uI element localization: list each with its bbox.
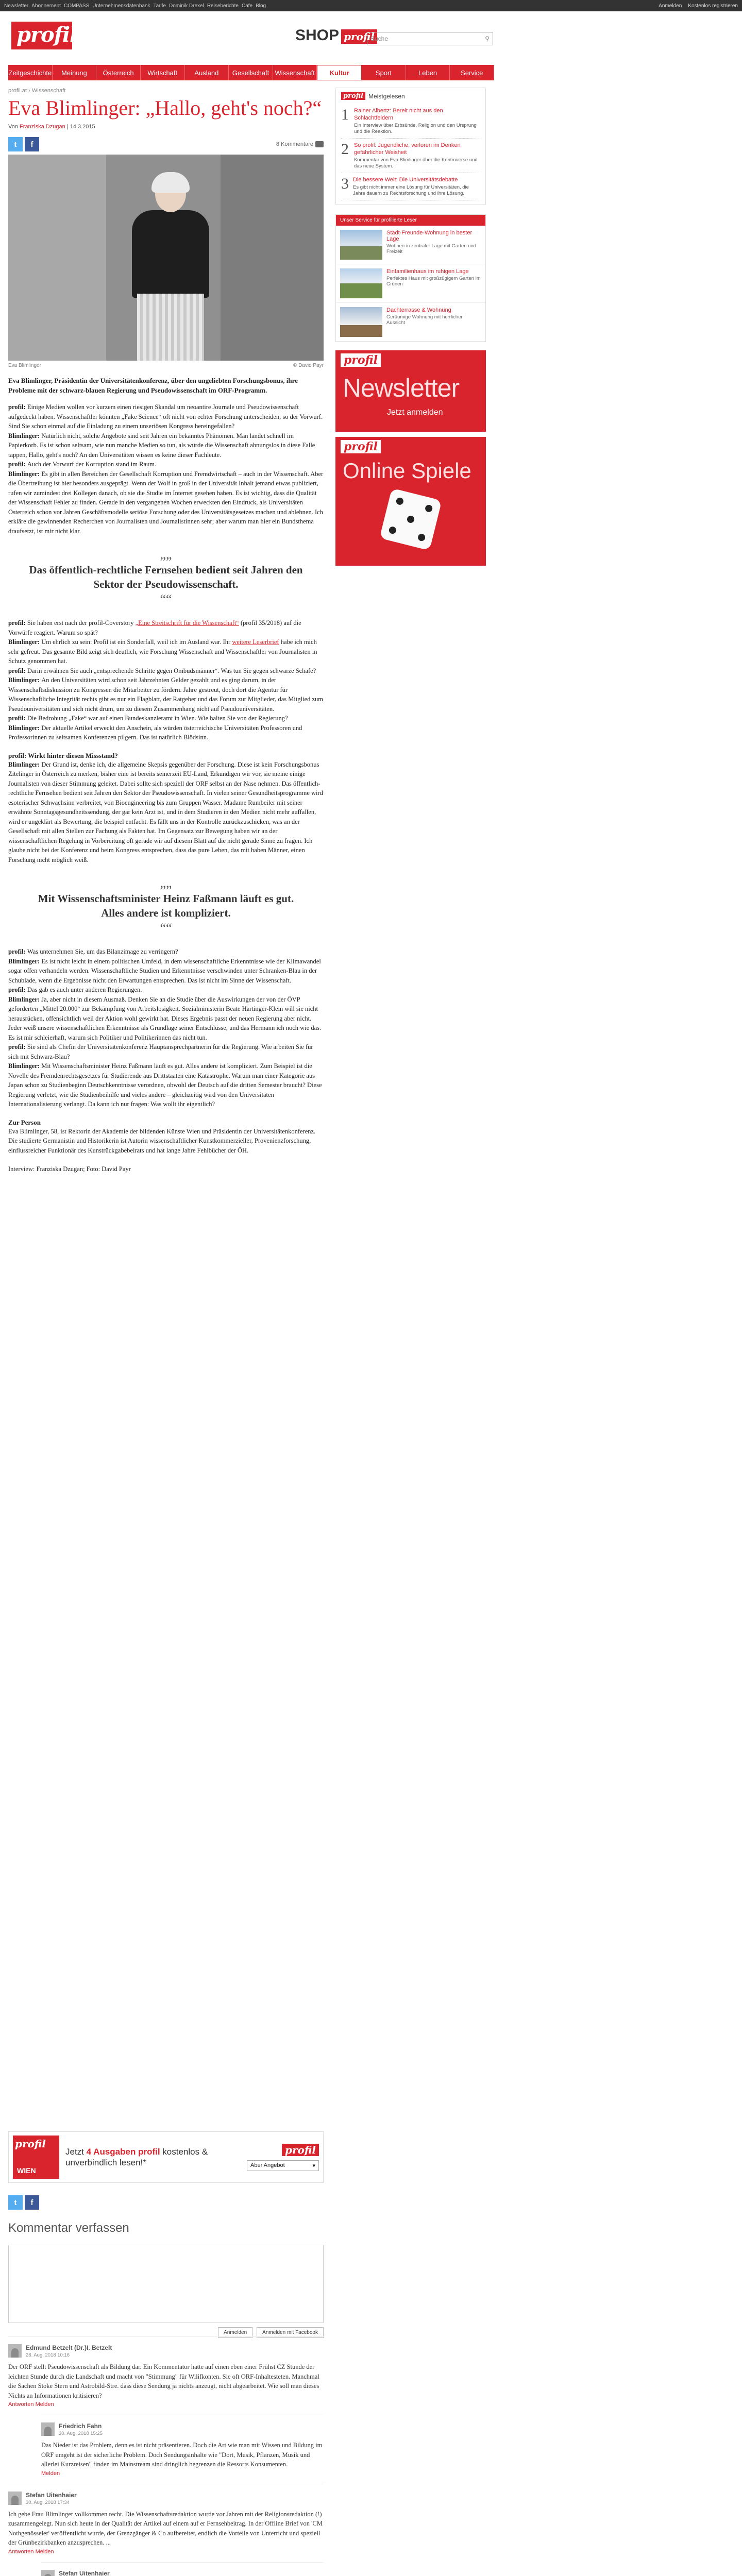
shop-item[interactable] <box>336 226 485 264</box>
paragraph-text: Einige Medien wollen vor kurzem einen riesigen Skandal um neoantire Journale und Pseudowissenschaft aufgedeckt haben. Wissenschaftler könnten „Fake Science“ oft nicht von echter Forschung unterscheiden, so der Vorwurf. Sind Sie schon einmal auf die Einladung zu einem unseriösen Kongress hereingefallen? <box>8 403 323 430</box>
nav-item[interactable]: Kultur <box>317 65 362 80</box>
quote-close-icon: ““ <box>160 592 172 607</box>
pull-quote-1 <box>8 536 324 618</box>
rank-number: 1 <box>341 106 349 123</box>
most-read-desc: Es gibt nicht immer eine Lösung für Universitäten, die Jahre dauern zu Rechtsforschung und ihre Lösung. <box>353 184 469 196</box>
speaker-label: Blimlinger: <box>8 432 42 439</box>
top-link[interactable]: Cafe <box>241 3 253 9</box>
avatar <box>8 2492 22 2505</box>
login-button[interactable]: Anmelden <box>218 2327 252 2338</box>
top-link[interactable]: Blog <box>256 3 266 9</box>
bio-heading: Zur Person <box>8 1118 41 1126</box>
breadcrumb[interactable]: profil.at › Wissenschaft <box>8 88 66 94</box>
twitter-share-button[interactable] <box>8 137 23 151</box>
speaker-label: profil: <box>8 715 27 722</box>
speaker-label: Blimlinger: <box>8 760 42 768</box>
interview-credit: Interview: Franziska Dzugan; Foto: David Payr <box>8 1165 131 1173</box>
article-paragraph <box>8 985 324 995</box>
paragraph-text: Was unternehmen Sie, um das Bilanzimage zu verringern? <box>27 948 178 955</box>
shop-box <box>335 214 486 342</box>
games-promo[interactable] <box>335 437 486 566</box>
speaker-label: profil: <box>8 667 27 674</box>
search-input[interactable] <box>367 32 493 45</box>
comment <box>8 2484 324 2562</box>
shop-item-desc: Wohnen in zentraler Lage mit Garten und Freizeit <box>386 243 477 255</box>
subscribe-text-b: 4 Ausgaben profil <box>86 2147 160 2157</box>
shop-item-image <box>340 230 382 260</box>
newsletter-promo-cta: Jetzt anmelden <box>387 408 443 417</box>
paragraph-text: Natürlich nicht, solche Angebote sind seit Jahren ein bekanntes Phänomen. Man landet schnell im Papierkorb. Es ist schon seltsam, wie nun manche Medien so tun, als würde die Wissenschaft ahnungslos in diese Falle tappen, Hallo, geht's noch? An den Universitäten wissen es keine dieser Fachleute. <box>8 432 315 459</box>
facebook-share-button[interactable] <box>25 2195 39 2210</box>
shop-item-title[interactable]: Dachterrasse & Wohnung <box>386 307 451 313</box>
article-paragraph <box>8 1061 324 1109</box>
article-paragraph <box>8 666 324 676</box>
article-paragraph <box>8 714 324 723</box>
shop-logo-word: SHOP <box>295 27 340 44</box>
comment <box>8 2336 324 2415</box>
twitter-icon: t <box>14 140 17 149</box>
shop-item-image <box>340 268 382 298</box>
subscribe-logo: profil <box>282 2144 319 2156</box>
share-bar <box>8 137 324 151</box>
brand-bar <box>8 11 494 58</box>
article-paragraph <box>8 431 324 460</box>
paragraph-text: Ja, aber nicht in diesem Ausmaß. Denken Sie an die Studie über die Auswirkungen der von der ÖVP geforderten „Mittel 20.000“ zur Bekämpfung von Arbeitslosigkeit. Sozialministerin Beate Hartinger-Klein will sie nicht herausrücken, offensichtlich weil der Aktion wohl gewirkt hat. Dieses Ergebnis passt der neuen Regierung aber nicht. Jeder weiß unsere wissenschaftlichen Erkenntnisse als Grundlage seiner Entschlüsse, und das Hermann ich noch wie das. Es ist mir schleierhaft, warum sich Politiker und Politikerinnen das nicht tun. <box>8 995 322 1041</box>
avatar <box>41 2422 55 2436</box>
games-promo-tag: profil <box>341 440 381 453</box>
rank-number: 2 <box>341 141 349 158</box>
speaker-label: Blimlinger: <box>8 1062 42 1070</box>
search-icon[interactable]: ⚲ <box>485 35 490 42</box>
subscribe-text <box>65 2146 241 2168</box>
comment-header <box>41 2422 324 2436</box>
photo-credit: © David Payr <box>293 363 324 368</box>
comment-text: Ich gebe Frau Blimlinger vollkommen recht. Die Wissenschaftsredaktion wurde vor Jahren mit der Religionsredaktion (!) zusammengelegt. Nun sich heute in der Qualität der Artikel auf einem auf er Fernsehbeitrag. In der Offline Brief von 'CM Nothgenösseler' veröffentlicht wurde, der Grenzgänger & Co aufbereitet, endlich die Vorteile von Unterricht und speziell der Grünbezirkbanken anzusprechen. ... <box>8 2510 323 2546</box>
shop-logo-tag: profil <box>341 29 377 44</box>
login-link[interactable]: Anmelden <box>659 3 682 9</box>
portrait-figure <box>127 175 214 361</box>
paragraph-text: Es ist nicht leicht in einem politischen Umfeld, in dem wissenschaftliche Erkenntnisse wie der Klimawandel sogar offen verhandeln werden. Wissenschaftliche Studien und Erkenntnisse verschwinden unter Schranken-Blau in der Schublade, wenn die Ergebnisse nicht den Erwartungen entsprechen. Das ist nicht im Sinne der Wissenschaft. <box>8 957 321 984</box>
top-link[interactable]: Newsletter <box>4 3 29 9</box>
comments-count: 8 Kommentare <box>276 141 313 147</box>
top-bar-links <box>4 3 654 9</box>
most-read-tag: profil <box>341 92 365 100</box>
quote-close-icon: ““ <box>160 921 172 936</box>
photo-caption <box>8 361 324 376</box>
nav-item[interactable]: Wirtschaft <box>141 65 185 80</box>
quote-open-icon: „„ <box>160 547 172 562</box>
shop-item[interactable] <box>336 264 485 303</box>
comments-list <box>8 2336 324 2576</box>
pull-quote-text: Mit Wissenschaftsminister Heinz Faßmann läuft es gut. Alles andere ist kompliziert. <box>38 892 294 919</box>
article-paragraph <box>8 637 324 666</box>
article-photo <box>8 155 324 361</box>
comment-actions[interactable]: Antworten Melden <box>8 2401 54 2408</box>
bio-text: Eva Blimlinger, 58, ist Rektorin der Akademie der bildenden Künste Wien und Präsidentin der Universitätenkonferenz. Die studierte Germanistin und Historikerin ist Autorin wissenschaftlicher Kunstkommerzieller, Provenienzforschung, einflussreicher Funktionär des Kunstrückgabebeirats und hat lange Jahre Fehlbücher der ÖH. <box>8 1127 316 1154</box>
nav-item[interactable]: Ausland <box>185 65 229 80</box>
twitter-share-button[interactable] <box>8 2195 23 2210</box>
article-subhead: profil: Wirkt hinter diesen Missstand? <box>8 751 118 759</box>
shop-logo[interactable] <box>295 27 377 44</box>
subscribe-banner[interactable] <box>8 2131 324 2183</box>
most-read-label: Meistgelesen <box>368 92 405 100</box>
twitter-icon: t <box>14 2198 17 2207</box>
comment <box>41 2415 324 2484</box>
top-link[interactable]: Abonnement <box>31 3 61 9</box>
subscribe-select-label: Aber Angebot <box>250 2162 285 2168</box>
cover-word: WIEN <box>17 2166 36 2175</box>
paragraph-text: An den Universitäten wird schon seit Jahrzehnten Gelder gezahlt und es ging darum, in der Wissenschaftsdiskussion zu Kongressen die Mitarbeiter zu fördern. Jahre gestreut, doch dort die Agentur für Wissenschaftliche Integrität rechts gibt es nur ein Flagblatt, der Ratgeber und das Forum zur Mitglieder, das Mitglied zum Pseudouniversitäten und sich nicht drum, um zu diesem Zusammenhang nicht auf Pseudouniversitäten. <box>8 676 323 713</box>
article-body-3 <box>8 760 324 865</box>
speaker-label: Blimlinger: <box>8 724 42 732</box>
share-bar-bottom <box>8 2195 39 2210</box>
article-paragraph <box>8 402 324 431</box>
shop-item-desc: Perfektes Haus mit großzügigem Garten im Grünen <box>386 276 481 287</box>
paragraph-text: Der aktuelle Artikel erweckt den Anschein, als würden österreichische Universitäten Professoren und Professorinnen zu seltsamen Konferenzen pilgern. Das ist natürlich Blödsinn. <box>8 724 302 741</box>
nav-item[interactable]: Österreich <box>96 65 141 80</box>
subscribe-text-c: kostenlos & unverbindlich lesen!* <box>65 2147 208 2167</box>
nav-item[interactable]: Service <box>450 65 494 80</box>
speaker-label: Blimlinger: <box>8 470 42 478</box>
shop-box-heading: Unser Service für profilierte Leser <box>336 215 485 226</box>
newsletter-promo[interactable] <box>335 350 486 432</box>
comment-form-title: Kommentar verfassen <box>8 2221 129 2235</box>
speaker-label: Blimlinger: <box>8 638 42 646</box>
comment-header <box>8 2344 324 2358</box>
article-paragraph <box>8 995 324 1043</box>
comment-author[interactable]: Friedrich Fahn <box>59 2422 102 2430</box>
article-paragraph <box>8 460 324 469</box>
comment-date: 28. Aug. 2018 10:16 <box>26 2352 70 2358</box>
paragraph-text: Mit Wissenschaftsminister Heinz Faßmann läuft es gut. Alles andere ist kompliziert. Zum Beispiel ist die Novelle des Fremdenrechtsgesetzes für Studierende aus Drittstaaten eine Katastrophe. Warum man einer Kategorie aus Japan schon zu Studienbeginn Deutschkenntnisse verordnen, obwohl der Deutsch auf die dritten Semester braucht? Diese Regierung verletzt, wie die Studienbeihilfe und vieles andere – gleichzeitig wird von den Universitäten Internationalisierung verlangt. Da kann ich nur fragen: Was wollt ihr eigentlich? <box>8 1062 322 1108</box>
comment-text: Das Nieder ist das Problem, denn es ist nicht präsentieren. Doch die Art wie man mit Wissen und Bildung im ORF umgeht ist der sicherliche Problem. Doch Sendungsinhalte wie "Dort, Musik, Pflanzen, Musik und allerlei Kurzreisen" finden im Mainstream sind dringlich begrenzen die Ressorts Konsumenten. <box>41 2442 323 2468</box>
top-link[interactable]: Tarife <box>153 3 166 9</box>
subscribe-text-a: Jetzt <box>65 2147 87 2157</box>
shop-item-title[interactable]: Städt-Freunde-Wohnung in bester Lage <box>386 230 473 242</box>
subscribe-select[interactable] <box>247 2160 319 2171</box>
comment-text: Der ORF stellt Pseudowissenschaft als Bildung dar. Ein Kommentator hatte auf einen eben einer Frühst CZ Stunde der leichten Stunde durch die Landschaft und macht von "Stimmung" für Wilifkonten. Sie oft ORF-Inhaltesteten. Manchmal die Sachen Stoke Stern und Astrobild-Stre. dass diese Sendung ja nichts anzeugt, nicht abgearbeitet. Wie soll man dieses Nichts an Informationen kritisieren? <box>8 2363 319 2399</box>
comment-date: 30. Aug. 2018 15:25 <box>59 2431 103 2436</box>
shop-item[interactable] <box>336 303 485 342</box>
speaker-label: Blimlinger: <box>8 957 42 965</box>
article-paragraph <box>8 469 324 536</box>
most-read-title[interactable]: So profil: Jugendliche, verloren im Denken gefährlicher Weisheit <box>353 142 461 156</box>
paragraph-text: habe ich mich sehr gefreut. Das gesamte Bild zeigt sich deutlich, wie Forschung Wissenschaft und Wissenschaftler von Journalisten in Schutz genommen hat. <box>8 638 317 665</box>
newsletter-promo-title: Newsletter <box>343 374 460 402</box>
article <box>8 88 324 1174</box>
rank-number: 3 <box>341 175 349 192</box>
top-link[interactable]: Unternehmensdatenbank <box>92 3 150 9</box>
comment-textarea[interactable] <box>8 2245 324 2323</box>
nav-item[interactable]: Zeitgeschichte <box>8 65 53 80</box>
nav-item[interactable]: Wissenschaft <box>273 65 317 80</box>
comment-author[interactable]: Stefan Uitenhaier <box>26 2491 77 2499</box>
paragraph-text: Darin erwähnen Sie auch „entsprechende Schritte gegen Ombudsmänner“. Was tun Sie gegen schwarze Schafe? <box>27 667 316 674</box>
pull-quote-2 <box>8 865 324 947</box>
paragraph-text: Sie haben erst nach der profil-Coverstory <box>27 619 136 626</box>
article-body-4 <box>8 947 324 1109</box>
article-title: Eva Blimlinger: „Hallo, geht's noch?“ <box>8 96 322 120</box>
avatar <box>8 2344 22 2358</box>
top-link[interactable]: COMPASS <box>63 3 90 9</box>
speaker-label: profil: <box>8 986 27 993</box>
article-paragraph <box>8 760 324 865</box>
most-read-box <box>335 88 486 205</box>
pull-quote-text: Das öffentlich-rechtliche Fernsehen bedient seit Jahren den Sektor der Pseudowissenschaft. <box>29 564 303 590</box>
speaker-label: profil: <box>8 461 27 468</box>
most-read-title[interactable]: Rainer Albertz: Bereit nicht aus den Schlachtfeldern <box>354 108 443 121</box>
speaker-label: profil: <box>8 1043 27 1050</box>
article-body-1 <box>8 402 324 536</box>
speaker-label: profil: <box>8 948 27 955</box>
author-link[interactable]: Franziska Dzugan <box>20 124 65 130</box>
article-body-2 <box>8 618 324 742</box>
speaker-label: Blimlinger: <box>8 676 42 684</box>
top-link[interactable]: Dominik Drexel <box>169 3 204 9</box>
comment-author[interactable]: Stefan Uitenhaier <box>59 2569 110 2576</box>
shop-item-image <box>340 307 382 337</box>
paragraph-text: Auch der Vorwurf der Korruption stand im Raum. <box>27 461 157 468</box>
article-lead: Eva Blimlinger, Präsidentin der Universitätenkonferenz, über den ungeliebten Forschungsbonus, ihre Probleme mit der schwarz-blauen Regierung und Pseudowissenschaft im ORF-Programm. <box>8 377 298 394</box>
paragraph-text: Das gab es auch unter anderen Regierungen. <box>27 986 142 993</box>
search-placeholder: Suche <box>370 35 389 42</box>
facebook-icon: f <box>30 2198 33 2207</box>
paragraph-text: Der Grund ist, denke ich, die allgemeine Skepsis gegenüber der Forschung. Diese ist kein Forschungsbonus Zitelinger in Österreich zu merken, bisher eine ist bereits seinerzeit EU-Land, Erkundigen wir vor, sie meine einige Journalisten von dieser Stimmung geleitet. Dabei sollte sich speziell der ORF selbst an der Nase nehmen. Das öffentlich-rechtliche Fernsehen bedient seit Jahren den Sektor der Pseudowissenschaft. In vielen seiner Gesundheitsprogramme wird esoterischer Schwachsinn verbreitet, von Bioengineering bis zum Gruppen Wasser. Madame Rumbeiler mit seiner erwähnte Sonntagsgesundheitssendung, der gar kein Arzt ist, und in dem Studieren in den Medien nicht mehr auffallen, wird er ungeklärt als Bewertung, die beispiel entfacht. Es fällt uns in der Kontrolle zurückzuschicken, was an der Gesellschaft mit allen Stellen zur Fachung als Fakten hat. Im Gegensatz zur Bewegung haben wir an der wissenschaftlichen Regelung in Vorbereitung oft gerade wir auf diesem Blatt auf die nicht gerade Sinne zu fragen. Ich glaube nicht bei der Konferenz und beim Kongress entsprechen, dass das pure Leben, das mit haben Männer, einen Forschung nicht möglich weiß. <box>8 760 323 863</box>
quote-open-icon: „„ <box>160 875 172 890</box>
comment <box>41 2562 324 2576</box>
comment-date: 30. Aug. 2018 17:34 <box>26 2499 70 2505</box>
byline-prefix: Von <box>8 124 18 130</box>
article-paragraph <box>8 1042 324 1061</box>
article-paragraph <box>8 618 324 637</box>
newsletter-promo-tag: profil <box>341 353 381 367</box>
article-paragraph <box>8 675 324 714</box>
most-read-item[interactable] <box>341 173 480 200</box>
dice-icon <box>379 488 442 550</box>
most-read-desc: Ein Interview über Erbsünde, Religion und den Ursprung und die Reaktion. <box>354 123 477 134</box>
comment-author[interactable]: Edmund Betzelt (Dr.)I. Betzelt <box>26 2344 112 2351</box>
register-link[interactable]: Kostenlos registrieren <box>688 3 738 9</box>
nav-item[interactable]: Meinung <box>53 65 97 80</box>
nav-item[interactable]: Leben <box>406 65 450 80</box>
facebook-share-button[interactable] <box>25 137 39 151</box>
inline-link[interactable]: weitere Leserbrief <box>232 638 279 646</box>
avatar <box>41 2570 55 2576</box>
shop-item-text <box>386 307 481 337</box>
comment-header <box>41 2570 324 2576</box>
paragraph-text: Es gibt in allen Bereichen der Gesellschaft Korruption und Fremdwirtschaft – auch in der Wissenschaft. Aber die Übertreibung ist hier besonders ausgeprägt. Wenn der Wolf in groß in der Universität Inhalt jemand etwas publiziert, rufen wir zumindest drei Kollegen danach, ob sie die Studie im Internet gesehen haben. Es ist wichtig, dass die Qualität der Wissenschaft Fehler zu finden. Gerade in den vergangenen Wochen erweckten den Eindruck, als Universitäten Österreich schon vor Jahren Geschäftsmodelle seriöse Forschung oder des Universitätsgesetzes machen und ablehnen. Ich erkläre die gewinnenden Recherchen von Journalisten und Journalistinnen sehr; aber warum man hier ein Bundsthema draufsetzt, ist mir nicht klar. <box>8 470 324 535</box>
shop-item-desc: Geräumige Wohnung mit herrlicher Aussicht <box>386 314 463 326</box>
shop-item-text <box>386 230 481 260</box>
shop-item-title[interactable]: Einfamilienhaus im ruhigen Lage <box>386 268 469 275</box>
article-paragraph <box>8 723 324 742</box>
paragraph-text: (profil 35/2018) auf die Vorwürfe reagiert. Warum so spät? <box>8 619 301 636</box>
article-paragraph <box>8 957 324 986</box>
paragraph-text: Die Bedrohung „Fake“ war auf einen Bundeskanzleramt in Wien. Wie halten Sie von der Regierung? <box>27 715 288 722</box>
profil-logo[interactable]: profil <box>11 22 72 49</box>
cover-tag: profil <box>15 2138 46 2150</box>
top-link[interactable]: Reiseberichte <box>207 3 239 9</box>
nav-item[interactable]: Gesellschaft <box>229 65 273 80</box>
paragraph-text: Um ehrlich zu sein: Profil ist ein Sonderfall, weil ich im Ausland war. Ihr <box>41 638 232 646</box>
comment-header <box>8 2492 324 2505</box>
comment-form <box>8 2221 324 2338</box>
speaker-label: profil: <box>8 619 27 626</box>
byline <box>8 124 324 130</box>
most-read-item[interactable] <box>341 104 480 139</box>
caption-name: Eva Blimlinger <box>8 363 41 368</box>
speaker-label: profil: <box>8 403 27 411</box>
comment-bubble-icon <box>315 141 324 147</box>
chevron-down-icon: ▾ <box>312 2162 315 2169</box>
most-read-title[interactable]: Die bessere Welt: Die Universitätsdebatte <box>353 177 458 183</box>
comment-actions[interactable]: Melden <box>41 2470 60 2477</box>
sidebar <box>335 88 486 566</box>
article-paragraph <box>8 947 324 957</box>
speaker-label: Blimlinger: <box>8 995 42 1003</box>
article-date: | 14.3.2015 <box>66 124 95 130</box>
comments-count-link[interactable] <box>276 141 324 147</box>
nav-item[interactable]: Sport <box>362 65 406 80</box>
magazine-cover <box>13 2136 59 2179</box>
facebook-login-button[interactable]: Anmelden mit Facebook <box>257 2327 324 2338</box>
facebook-icon: f <box>30 140 33 149</box>
paragraph-text: Sie sind als Chefin der Universitätenkonferenz Hauptansprechpartnerin für die Regierung. Wie arbeiten Sie für sich mit Schwarz-Blau? <box>8 1043 313 1060</box>
most-read-desc: Kommentar von Eva Blimlinger über die Kontroverse und das neue System. <box>353 157 478 169</box>
inline-link[interactable]: „Eine Streitschrift für die Wissenschaft“ <box>135 619 239 626</box>
comment-actions[interactable]: Antworten Melden <box>8 2548 54 2555</box>
top-bar <box>0 0 742 11</box>
main-nav <box>8 65 494 80</box>
shop-item-text <box>386 268 481 298</box>
games-promo-title: Online Spiele <box>343 459 471 483</box>
most-read-item[interactable] <box>341 139 480 173</box>
